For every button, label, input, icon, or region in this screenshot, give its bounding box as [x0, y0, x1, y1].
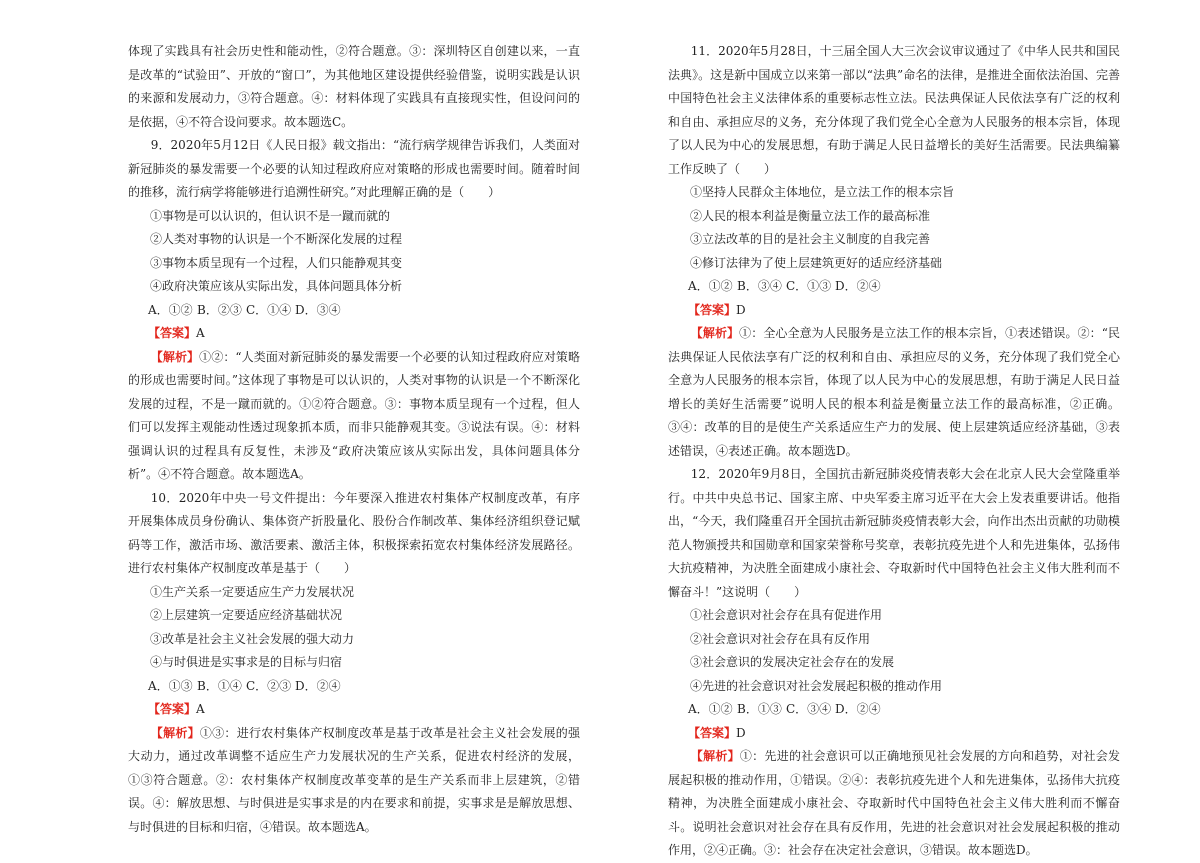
analysis-text: ①③：进行农村集体产权制度改革是基于改革是社会主义社会发展的强大动力，通过改革调整不适应生产力发展状况的生产关系，促进农村经济的发展，①③符合题意。②：农村集体产权制度改革变革的是生产关系而非上层建筑，②错误。④：解放思想、与时俱进是实事求是的内在要求和前提，实事求是是解放思想、与时俱进的目标和归宿，④错误。故本题选A。	[128, 725, 580, 834]
analysis-tag: 【解析】	[690, 749, 740, 763]
option: ④与时俱进是实事求是的目标与归宿	[150, 655, 343, 669]
question-10	[128, 487, 580, 840]
answer-value: A	[196, 702, 205, 716]
choice-b: B．③④	[737, 279, 782, 293]
answer-line	[668, 299, 1120, 323]
analysis	[668, 322, 1120, 463]
question-stem: 12．2020年9月8日，全国抗击新冠肺炎疫情表彰大会在北京人民大会堂隆重举行。中共中央总书记、国家主席、中央军委主席习近平在大会上发表重要讲话。他指出，“今天，我们隆重召开全国抗击新冠肺炎疫情表彰大会，向作出杰出贡献的功勋模范人物颁授共和国勋章和国家荣誉称号奖章，表彰抗疫先进个人和先进集体，弘扬伟大抗疫精神，为决胜全面建成小康社会、夺取新时代中国特色社会主义伟大胜利而不懈奋斗！”这说明（ ）	[668, 467, 1120, 599]
option: ②上层建筑一定要适应经济基础状况	[150, 608, 343, 622]
choice-a: A．①③	[148, 678, 193, 693]
analysis-text: ①：先进的社会意识可以正确地预见社会发展的方向和趋势，对社会发展起积极的推动作用，①错误。②④：表彰抗疫先进个人和先进集体，弘扬伟大抗疫精神，为决胜全面建成小康社会、夺取新时代中国特色社会主义伟大胜利而不懈奋斗。说明社会意识对社会存在具有反作用，先进的社会意识对社会发展起积极的推动作用，②④正确。③：社会存在决定社会意识，③错误。故本题选D。	[668, 749, 1120, 857]
choice-b: B．②③	[197, 302, 242, 317]
answer-line	[668, 722, 1120, 746]
answer-choices	[128, 299, 580, 323]
option: ④先进的社会意识对社会发展起积极的推动作用	[690, 678, 943, 693]
choice-a: A．①②	[148, 302, 193, 317]
option: ②社会意识对社会存在具有反作用	[690, 631, 871, 646]
answer-tag: 【答案】	[148, 326, 197, 340]
answer-value: D	[736, 302, 746, 317]
option: ②人类对事物的认识是一个不断深化发展的过程	[150, 232, 403, 246]
option: ③改革是社会主义社会发展的强大动力	[150, 631, 355, 646]
question-stem: 10．2020年中央一号文件提出：今年要深入推进农村集体产权制度改革，有序开展集体成员身份确认、集体资产折股量化、股份合作制改革、集体经济组织登记赋码等工作，激活市场、激活要素、激活主体，积极探索拓宽农村集体经济发展路径。进行农村集体产权制度改革是基于（ ）	[128, 490, 580, 575]
analysis-text: ①②：“人类面对新冠肺炎的暴发需要一个必要的认知过程政府应对策略的形成也需要时间。”这体现了事物是可以认识的，人类对事物的认识是一个不断深化发展的过程，不是一蹴而就的。①②符合题意。③：事物本质呈现有一个过程，但人们可以发挥主观能动性透过现象抓本质，而非只能静观其变。③说法有误。④：材料强调认识的过程具有反复性，未涉及“政府决策应该从实际出发，具体问题具体分析”。④不符合题意。故本题选A。	[128, 349, 580, 481]
answer-line	[128, 698, 580, 722]
choice-d: D．②④	[835, 279, 881, 293]
answer-tag: 【答案】	[148, 702, 197, 716]
choice-a: A．①②	[688, 279, 733, 293]
choice-d: D．③④	[295, 302, 341, 317]
option: ③事物本质呈现有一个过程，人们只能静观其变	[150, 255, 403, 270]
option: ②人民的根本利益是衡量立法工作的最高标准	[690, 208, 931, 223]
choice-c: C．③④	[786, 702, 832, 716]
analysis	[128, 346, 580, 487]
choice-c: C．①③	[786, 279, 832, 293]
question-9	[128, 134, 580, 487]
answer-tag: 【答案】	[688, 725, 737, 740]
right-column	[668, 40, 1120, 863]
choice-c: C．②③	[246, 678, 292, 693]
choice-d: D．②④	[835, 702, 881, 716]
choice-b: B．①③	[737, 702, 782, 716]
question-stem: 11．2020年5月28日，十三届全国人大三次会议审议通过了《中华人民共和国民法典》。这是新中国成立以来第一部以“法典”命名的法律，是推进全面依法治国、完善中国特色社会主义法律体系的重要标志性立法。民法典保证人民依法享有广泛的权利和自由、承担应尽的义务，充分体现了我们党全心全意为人民服务的根本宗旨，体现了以人民为中心的发展思想，有助于满足人民日益增长的美好生活需要。民法典编纂工作反映了（ ）	[668, 44, 1120, 176]
analysis-text: ①：全心全意为人民服务是立法工作的根本宗旨，①表述错误。②：“民法典保证人民依法享有广泛的权利和自由、承担应尽的义务，充分体现了我们党全心全意为人民服务的根本宗旨，体现了以人民为中心的发展思想，有助于满足人民日益增长的美好生活需要”说明人民的根本利益是衡量立法工作的最高标准，②正确。③④：改革的目的是使生产关系适应生产力的发展、使上层建筑适应经济基础，③表述错误，④表述正确。故本题选D。	[668, 326, 1120, 458]
option: ④政府决策应该从实际出发，具体问题具体分析	[150, 279, 403, 293]
option: ①社会意识对社会存在具有促进作用	[690, 608, 883, 622]
option: ④修订法律为了使上层建筑更好的适应经济基础	[690, 255, 943, 270]
answer-choices	[668, 275, 1120, 299]
answer-value: A	[196, 326, 205, 340]
option: ③社会意识的发展决定社会存在的发展	[690, 655, 895, 669]
left-column	[128, 40, 580, 839]
option: ①生产关系一定要适应生产力发展状况	[150, 584, 355, 599]
answer-choices	[128, 675, 580, 699]
choice-c: C．①④	[246, 302, 292, 317]
option: ①事物是可以认识的，但认识不是一蹴而就的	[150, 208, 391, 223]
choice-a: A．①②	[688, 702, 733, 716]
answer-line	[128, 322, 580, 346]
question-12	[668, 463, 1120, 863]
choice-b: B．①④	[197, 678, 242, 693]
analysis	[128, 722, 580, 840]
analysis-tag: 【解析】	[150, 349, 200, 364]
question-stem: 9．2020年5月12日《人民日报》载文指出：“流行病学规律告诉我们，人类面对新冠肺炎的暴发需要一个必要的认知过程政府应对策略的形成也需要时间。随着时间的推移，流行病学将能够进行追溯性研究。”对此理解正确的是（ ）	[128, 138, 580, 199]
analysis-tag: 【解析】	[690, 326, 740, 340]
option: ③立法改革的目的是社会主义制度的自我完善	[690, 232, 931, 246]
continued-analysis: 体现了实践具有社会历史性和能动性，②符合题意。③：深圳特区自创建以来，一直是改革的“试验田”、开放的“窗口”，为其他地区建设提供经验借鉴，说明实践是认识的来源和发展动力，③符合题意。④：材料体现了实践具有直接现实性，但设问问的是依据，④不符合设问要求。故本题选C。	[128, 44, 580, 129]
choice-d: D．②④	[295, 678, 341, 693]
answer-tag: 【答案】	[688, 302, 737, 317]
analysis	[668, 745, 1120, 863]
question-11	[668, 40, 1120, 463]
answer-value: D	[736, 725, 746, 740]
option: ①坚持人民群众主体地位，是立法工作的根本宗旨	[690, 185, 955, 199]
answer-choices	[668, 698, 1120, 722]
analysis-tag: 【解析】	[150, 725, 200, 740]
